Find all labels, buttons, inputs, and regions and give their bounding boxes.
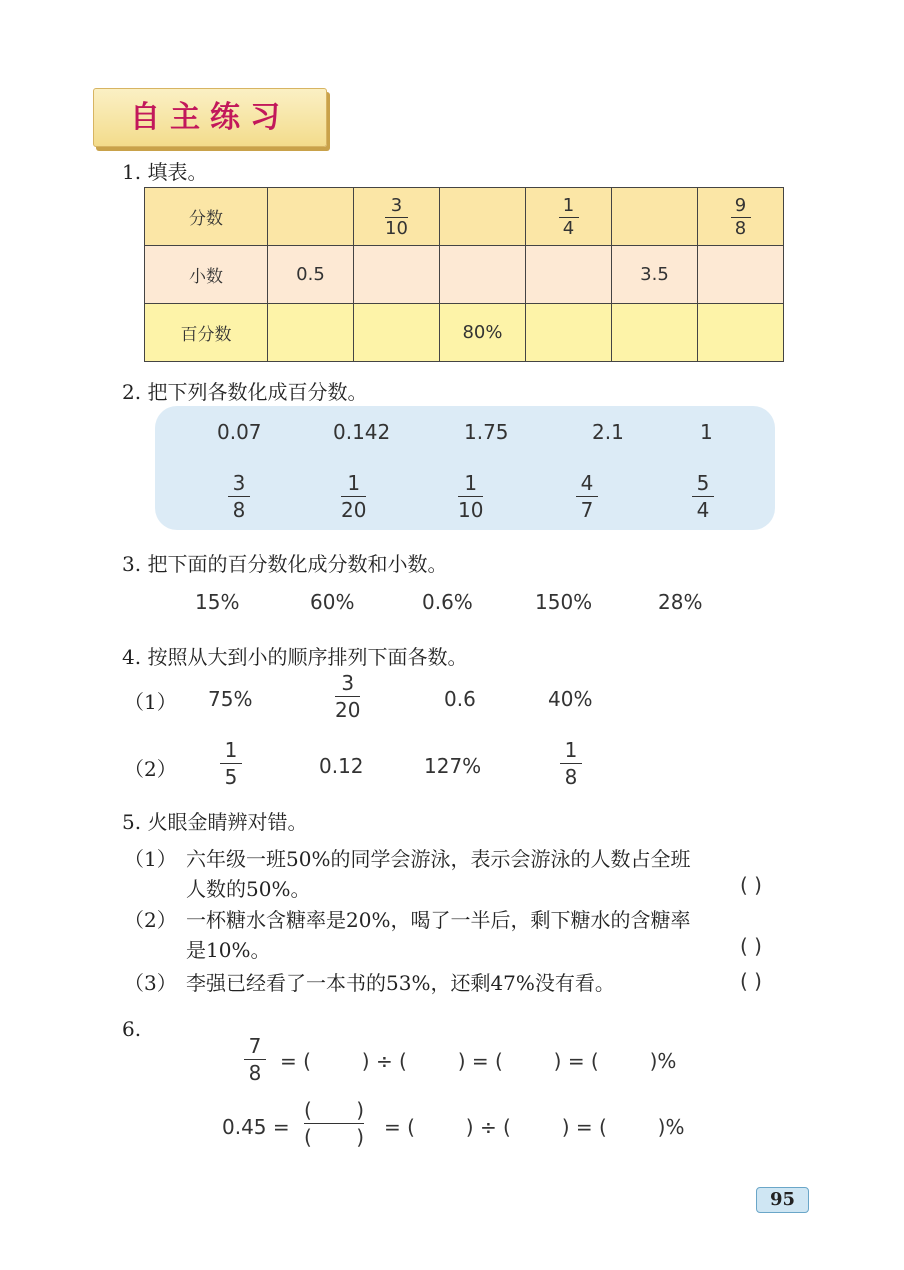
table-cell: [526, 188, 612, 246]
table-cell: [698, 188, 784, 246]
q5-statement: 李强已经看了一本书的53%，还剩47%没有看。: [186, 971, 615, 995]
fraction: $\frac{1}{4}$: [559, 197, 579, 238]
fraction: $\frac{3}{10}$: [385, 195, 408, 239]
table-cell[interactable]: [440, 188, 526, 246]
q5-statement: 一杯糖水含糖率是20%，喝了一半后，剩下糖水的含糖率: [186, 908, 691, 932]
q5-item-label: （3）: [124, 971, 177, 995]
q6-fraction: 7 8: [244, 1036, 266, 1083]
q3-value: 28%: [658, 590, 703, 614]
q6-equation[interactable]: = ( ) ÷ ( ) = ( )%: [384, 1115, 685, 1139]
q2-fraction: 5 4: [692, 473, 714, 520]
q6-lead: 0.45 =: [222, 1115, 290, 1139]
q3-value: 0.6%: [422, 590, 473, 614]
table-cell[interactable]: [354, 246, 440, 304]
table-cell[interactable]: [612, 304, 698, 362]
q2-decimal: 1: [700, 420, 713, 444]
table-cell[interactable]: [526, 246, 612, 304]
q2-decimal: 2.1: [592, 420, 624, 444]
row-header-decimal: 小数: [145, 246, 268, 304]
q2-decimal: 0.142: [333, 420, 391, 444]
table-row: [145, 246, 784, 304]
q5-item-label: （1）: [124, 847, 177, 871]
q5-title: 5. 火眼金睛辨对错。: [122, 810, 308, 834]
table-cell[interactable]: [268, 304, 354, 362]
q5-statement-cont: 人数的50%。: [186, 877, 311, 901]
table-cell: 0.5: [268, 246, 354, 304]
q3-title: 3. 把下面的百分数化成分数和小数。: [122, 552, 448, 576]
q4-title: 4. 按照从大到小的顺序排列下面各数。: [122, 645, 468, 669]
q4-fraction: 1 8: [560, 740, 582, 787]
table-cell: 80%: [440, 304, 526, 362]
q2-fraction: 1 10: [458, 471, 484, 522]
q2-fraction: 4 7: [576, 473, 598, 520]
conversion-table: [144, 187, 784, 362]
q2-decimal: 1.75: [464, 420, 509, 444]
q6-equation[interactable]: = ( ) ÷ ( ) = ( ) = ( )%: [280, 1049, 677, 1073]
table-row: [145, 304, 784, 362]
answer-blank[interactable]: ( ): [740, 969, 762, 993]
q4-value: 127%: [424, 754, 482, 778]
section-title: 自主练习: [130, 100, 290, 135]
row-header-percent: 百分数: [145, 304, 268, 362]
q4-part-label: （2）: [124, 757, 177, 781]
q3-value: 150%: [535, 590, 593, 614]
table-cell[interactable]: [268, 188, 354, 246]
q3-value: 60%: [310, 590, 355, 614]
fraction: $\frac{9}{8}$: [731, 197, 751, 238]
q4-value: 75%: [208, 687, 253, 711]
answer-blank[interactable]: ( ): [740, 934, 762, 958]
q1-title: 1. 填表。: [122, 160, 208, 184]
table-cell[interactable]: [698, 304, 784, 362]
q4-value: 40%: [548, 687, 593, 711]
table-row: [145, 188, 784, 246]
q2-fraction: 1 20: [341, 471, 367, 522]
q6-title: 6.: [122, 1017, 142, 1041]
page-number: 95: [756, 1187, 809, 1213]
table-cell: [354, 188, 440, 246]
answer-blank[interactable]: ( ): [740, 873, 762, 897]
q5-statement-cont: 是10%。: [186, 938, 271, 962]
table-cell[interactable]: [440, 246, 526, 304]
q5-item-label: （2）: [124, 908, 177, 932]
q2-decimal: 0.07: [217, 420, 262, 444]
table-cell[interactable]: [354, 304, 440, 362]
section-title-banner: [93, 88, 327, 147]
q4-fraction: 3 20: [335, 671, 361, 722]
q6-fraction-blank[interactable]: ( ) ( ): [304, 1098, 365, 1149]
table-cell[interactable]: [526, 304, 612, 362]
table-cell[interactable]: [612, 188, 698, 246]
q3-value: 15%: [195, 590, 240, 614]
q4-value: 0.12: [319, 754, 364, 778]
q5-statement: 六年级一班50%的同学会游泳，表示会游泳的人数占全班: [186, 847, 691, 871]
q2-title: 2. 把下列各数化成百分数。: [122, 380, 368, 404]
q4-part-label: （1）: [124, 690, 177, 714]
q4-value: 0.6: [444, 687, 476, 711]
q2-fraction: 3 8: [228, 473, 250, 520]
q4-fraction: 1 5: [220, 740, 242, 787]
table-cell[interactable]: [698, 246, 784, 304]
row-header-fraction: 分数: [145, 188, 268, 246]
table-cell: 3.5: [612, 246, 698, 304]
